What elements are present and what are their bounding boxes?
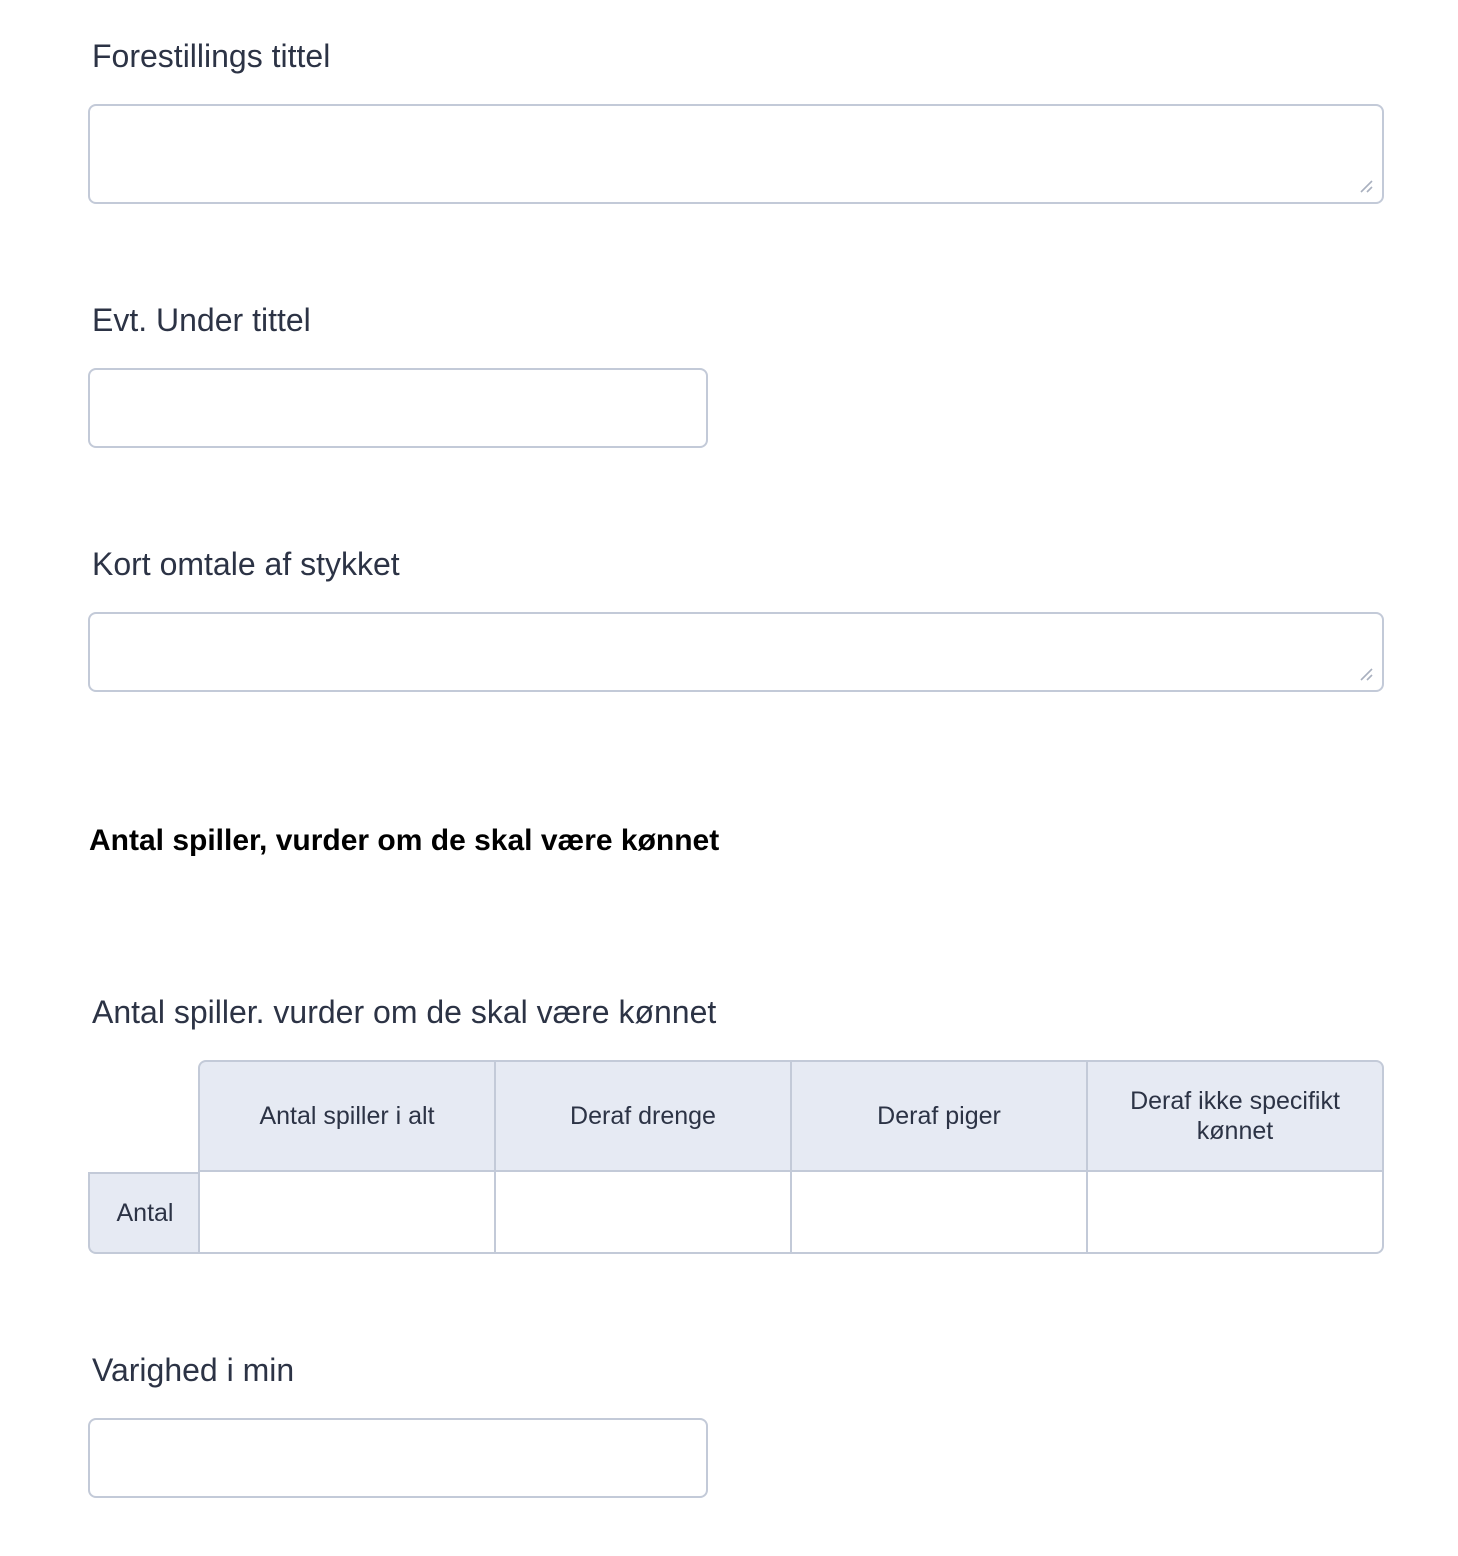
subtitle-label: Evt. Under tittel <box>92 302 311 338</box>
subtitle-input[interactable] <box>88 368 708 448</box>
duration-input[interactable] <box>88 1418 708 1498</box>
matrix-column-header <box>198 1060 496 1172</box>
matrix-column-header-label: Antal spiller i alt <box>259 1102 435 1130</box>
matrix-cell <box>198 1170 496 1254</box>
players-matrix <box>88 1060 1384 1254</box>
matrix-column-header <box>790 1060 1088 1172</box>
section-heading: Antal spiller, vurder om de skal være kønnet <box>89 824 720 857</box>
matrix-column-header-label: Deraf piger <box>877 1102 1001 1130</box>
matrix-cell <box>494 1170 792 1254</box>
matrix-column-header-label: Deraf ikke specifikt kønnet <box>1130 1087 1340 1145</box>
duration-label: Varighed i min <box>92 1352 295 1388</box>
matrix-row-label-text: Antal <box>116 1198 174 1227</box>
summary-textarea[interactable] <box>88 612 1384 692</box>
resize-handle-icon[interactable] <box>1358 178 1374 194</box>
resize-handle-icon[interactable] <box>1358 666 1374 682</box>
boys-input[interactable] <box>496 1172 790 1252</box>
matrix-cell <box>790 1170 1088 1254</box>
matrix-column-header-label: Deraf drenge <box>570 1102 716 1130</box>
total-players-input[interactable] <box>200 1172 494 1252</box>
matrix-column-header <box>1086 1060 1384 1172</box>
title-label: Forestillings tittel <box>92 38 331 74</box>
matrix-cell <box>1086 1170 1384 1254</box>
title-textarea[interactable] <box>88 104 1384 204</box>
matrix-row-label <box>88 1172 200 1254</box>
non-gendered-input[interactable] <box>1088 1172 1382 1252</box>
girls-input[interactable] <box>792 1172 1086 1252</box>
matrix-column-header <box>494 1060 792 1172</box>
players-matrix-label: Antal spiller. vurder om de skal være kønnet <box>92 994 717 1030</box>
summary-label: Kort omtale af stykket <box>92 546 400 582</box>
